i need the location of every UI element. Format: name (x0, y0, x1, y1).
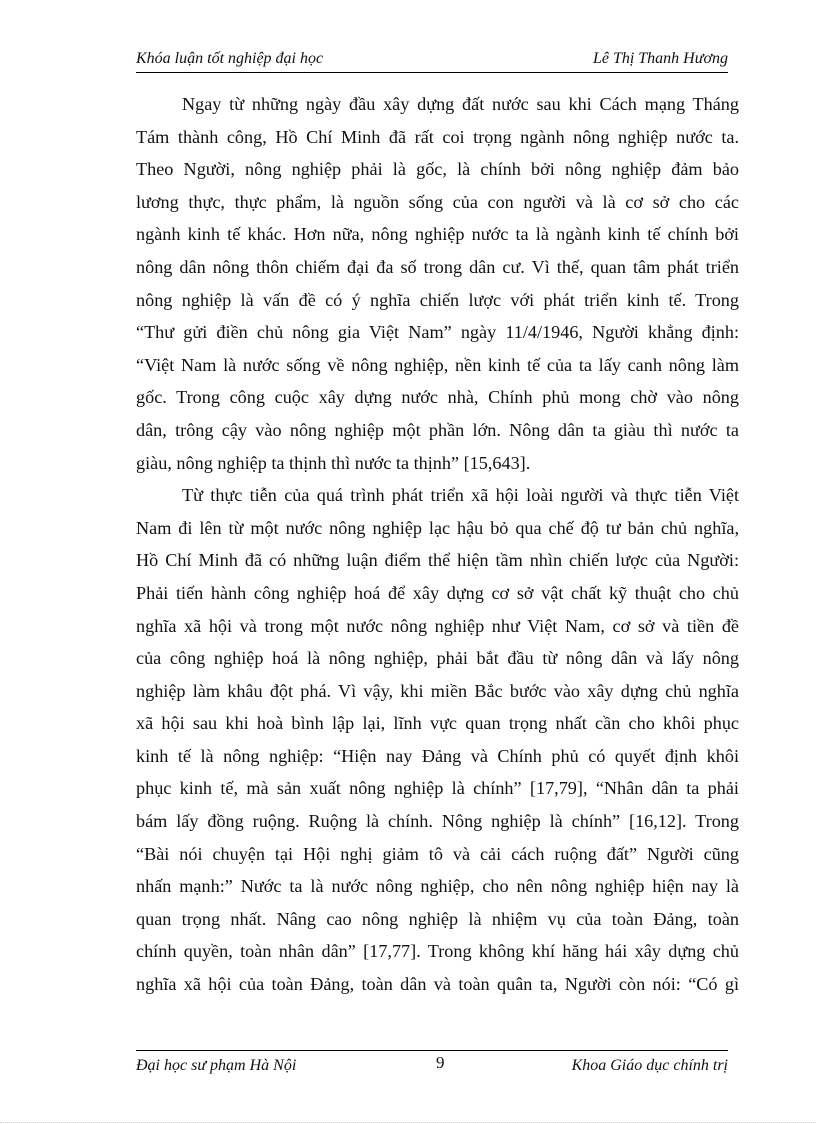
text-line: Tám thành công, Hồ Chí Minh đã rất coi trọng ngành nông nghiệp nước ta. (136, 126, 739, 147)
text-line: dân, trông cậy vào nông nghiệp một phần lớn. Nông dân ta giàu thì nước ta (136, 419, 739, 440)
page-header (136, 46, 728, 73)
text-line: ngành kinh tế khác. Hơn nữa, nông nghiệp nước ta là ngành kinh tế chính bởi (136, 224, 739, 245)
text-line: Phải tiến hành công nghiệp hoá để xây dựng cơ sở vật chất kỹ thuật cho chủ (136, 582, 739, 603)
body-text (136, 88, 739, 1001)
text-line: nghĩa xã hội và trong một nước nông nghiệp như Việt Nam, cơ sở và tiền đề (136, 615, 739, 636)
text-line: nhấn mạnh:” Nước ta là nước nông nghiệp, cho nên nông nghiệp hiện nay là (136, 876, 739, 897)
text-line: của công nghiệp hoá là nông nghiệp, phải bắt đầu từ nông dân và lấy nông (136, 648, 739, 669)
text-line: kinh tế là nông nghiệp: “Hiện nay Đảng và Chính phủ có quyết định khôi (136, 745, 739, 766)
header-thesis-title: Khóa luận tốt nghiệp đại học (136, 50, 324, 67)
text-line: lương thực, thực phẩm, là nguồn sống của con người và là cơ sở cho các (136, 191, 739, 212)
footer-university: Đại học sư phạm Hà Nội (136, 1057, 297, 1074)
text-line: Ngay từ những ngày đầu xây dựng đất nước sau khi Cách mạng Tháng (182, 94, 739, 114)
text-line: “Việt Nam là nước sống về nông nghiệp, nền kinh tế của ta lấy canh nông làm (136, 354, 739, 375)
page-number: 9 (436, 1053, 445, 1072)
header-author: Lê Thị Thanh Hương (592, 50, 728, 67)
text-line: giàu, nông nghiệp ta thịnh thì nước ta thịnh” [15,643]. (136, 452, 531, 473)
text-line: Theo Người, nông nghiệp phải là gốc, là chính bởi nông nghiệp đảm bảo (136, 159, 739, 180)
text-line: xã hội sau khi hoà bình lập lại, lĩnh vực quan trọng nhất cần cho khôi phục (136, 713, 739, 734)
text-line: “Bài nói chuyện tại Hội nghị giảm tô và cải cách ruộng đất” Người cũng (136, 843, 739, 864)
footer-faculty: Khoa Giáo dục chính trị (571, 1057, 728, 1074)
text-line: Nam đi lên từ một nước nông nghiệp lạc hậu bỏ qua chế độ tư bản chủ nghĩa, (136, 517, 739, 538)
text-line: chính quyền, toàn nhân dân” [17,77]. Trong không khí hăng hái xây dựng chủ (136, 941, 739, 962)
page-footer (136, 1050, 728, 1081)
text-line: quan trọng nhất. Nâng cao nông nghiệp là nhiệm vụ của toàn Đảng, toàn (136, 908, 739, 929)
text-line: nông dân nông thôn chiếm đại đa số trong dân cư. Vì thế, quan tâm phát triển (136, 256, 739, 277)
text-line: gốc. Trong công cuộc xây dựng nước nhà, Chính phủ mong chờ vào nông (136, 387, 739, 408)
text-line: phục kinh tế, mà sản xuất nông nghiệp là chính” [17,79], “Nhân dân ta phải (136, 778, 739, 799)
text-line: nghĩa xã hội của toàn Đảng, toàn dân và toàn quân ta, Người còn nói: “Có gì (136, 974, 739, 995)
text-line: Từ thực tiễn của quá trình phát triển xã hội loài người và thực tiễn Việt (182, 485, 739, 506)
text-line: nông nghiệp là vấn đề có ý nghĩa chiến lược với phát triển kinh tế. Trong (136, 289, 739, 310)
text-line: nghiệp làm khâu đột phá. Vì vậy, khi miền Bắc bước vào xây dựng chủ nghĩa (136, 680, 739, 701)
text-line: bám lấy đồng ruộng. Ruộng là chính. Nông nghiệp là chính” [16,12]. Trong (136, 811, 739, 832)
text-line: “Thư gửi điền chủ nông gia Việt Nam” ngày 11/4/1946, Người khẳng định: (136, 322, 739, 343)
text-line: Hồ Chí Minh đã có những luận điểm thể hiện tầm nhìn chiến lược của Người: (136, 550, 739, 571)
